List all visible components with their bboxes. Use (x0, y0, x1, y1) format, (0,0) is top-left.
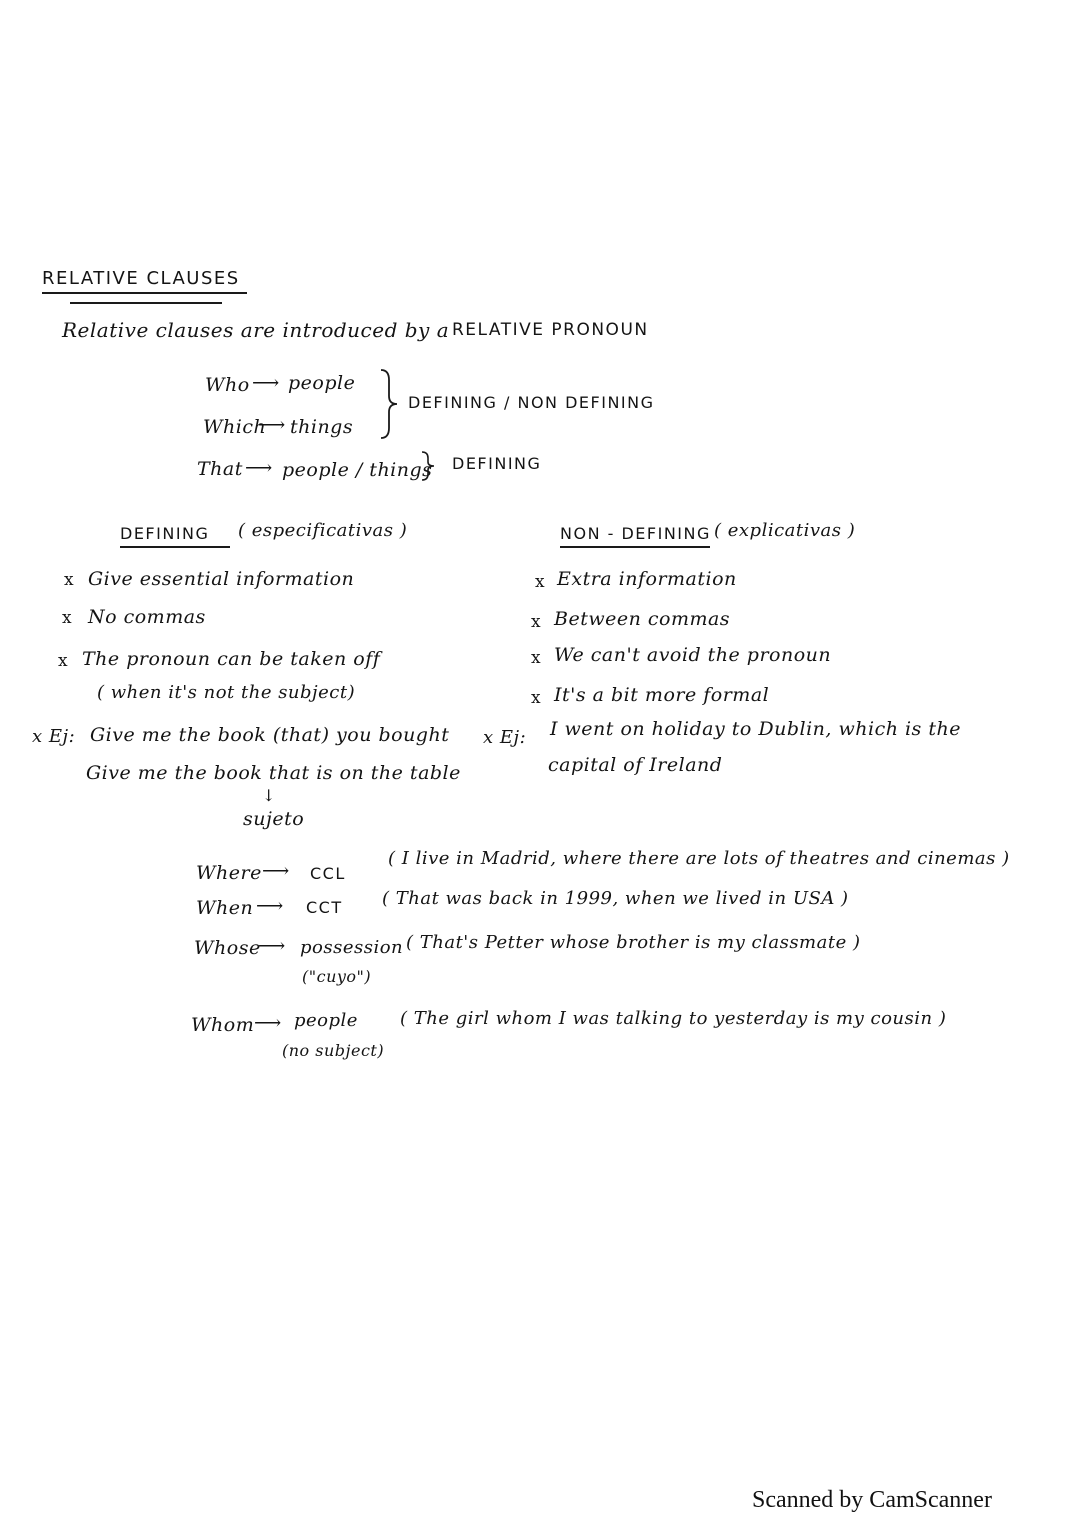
defining-example-marker: x Ej: (32, 726, 76, 747)
non-defining-heading-underline (560, 546, 710, 548)
non-defining-bullet-3: x (531, 648, 542, 668)
when-pronoun: When (196, 897, 254, 919)
small-brace-icon (418, 450, 440, 482)
whom-note: (no subject) (282, 1041, 385, 1060)
non-defining-bullet-2: x (531, 612, 542, 632)
who-arrow: ⟶ (252, 372, 280, 394)
non-defining-point-2: Between commas (554, 608, 731, 630)
right-brace-icon (375, 368, 405, 440)
when-meaning: CCT (306, 898, 343, 917)
page-title: RELATIVE CLAUSES (42, 268, 240, 289)
whom-pronoun: Whom (191, 1014, 255, 1036)
scanner-watermark: Scanned by CamScanner (752, 1487, 992, 1513)
where-example: ( I live in Madrid, where there are lots of theatres and cinemas ) (388, 848, 1010, 869)
when-example: ( That was back in 1999, when we lived in USA ) (382, 888, 849, 909)
that-pronoun: That (197, 458, 243, 480)
who-target: people (288, 372, 356, 394)
defining-heading-underline (120, 546, 230, 548)
non-defining-bullet-1: x (535, 572, 546, 592)
non-defining-heading: NON - DEFINING (560, 524, 711, 543)
non-defining-gloss: ( explicativas ) (714, 520, 856, 541)
intro-text: Relative clauses are introduced by a (62, 318, 450, 342)
whom-arrow: ⟶ (254, 1012, 282, 1034)
intro-caps: RELATIVE PRONOUN (452, 320, 649, 340)
defining-point-2: No commas (88, 606, 206, 628)
whom-meaning: people (294, 1010, 358, 1031)
who-pronoun: Who (205, 374, 250, 396)
whom-example: ( The girl whom I was talking to yesterday is my cousin ) (400, 1008, 947, 1029)
non-defining-point-1: Extra information (557, 568, 737, 590)
non-defining-bullet-4: x (531, 688, 542, 708)
whose-example: ( That's Petter whose brother is my classmate ) (406, 932, 861, 953)
defining-bullet-1: x (64, 570, 75, 590)
which-pronoun: Which (203, 416, 267, 438)
non-defining-example-marker: x Ej: (483, 727, 527, 748)
non-defining-point-4: It's a bit more formal (554, 684, 770, 706)
title-underline-second (70, 302, 222, 304)
subject-arrow: ↓ (262, 786, 276, 805)
which-target: things (290, 416, 354, 438)
when-arrow: ⟶ (256, 895, 284, 917)
whose-note: ("cuyo") (302, 967, 372, 986)
title-underline (42, 292, 247, 294)
defining-example-1: Give me the book (that) you bought (90, 724, 450, 746)
defining-bullet-3: x (58, 651, 69, 671)
whose-arrow: ⟶ (258, 935, 286, 957)
subject-note: sujeto (243, 808, 305, 830)
non-defining-example-1: I went on holiday to Dublin, which is the (550, 718, 961, 740)
defining-point-3: The pronoun can be taken off (82, 648, 381, 670)
defining-point-1: Give essential information (88, 568, 355, 590)
non-defining-point-3: We can't avoid the pronoun (554, 644, 832, 666)
whose-pronoun: Whose (194, 937, 261, 959)
defining-bullet-2: x (62, 608, 73, 628)
defining-heading: DEFINING (120, 524, 210, 543)
which-arrow: ⟶ (258, 414, 286, 436)
where-arrow: ⟶ (262, 860, 290, 882)
where-pronoun: Where (196, 862, 262, 884)
non-defining-example-2: capital of Ireland (548, 754, 723, 776)
that-arrow: ⟶ (245, 457, 273, 479)
defining-note: ( when it's not the subject) (97, 682, 356, 703)
that-target: people / things (282, 459, 433, 481)
defining-example-2: Give me the book that is on the table (86, 762, 461, 784)
defining-gloss: ( especificativas ) (238, 520, 408, 541)
where-meaning: CCL (310, 864, 346, 883)
that-label: DEFINING (452, 454, 542, 473)
defining-non-defining-label: DEFINING / NON DEFINING (408, 393, 655, 412)
whose-meaning: possession (300, 937, 404, 958)
